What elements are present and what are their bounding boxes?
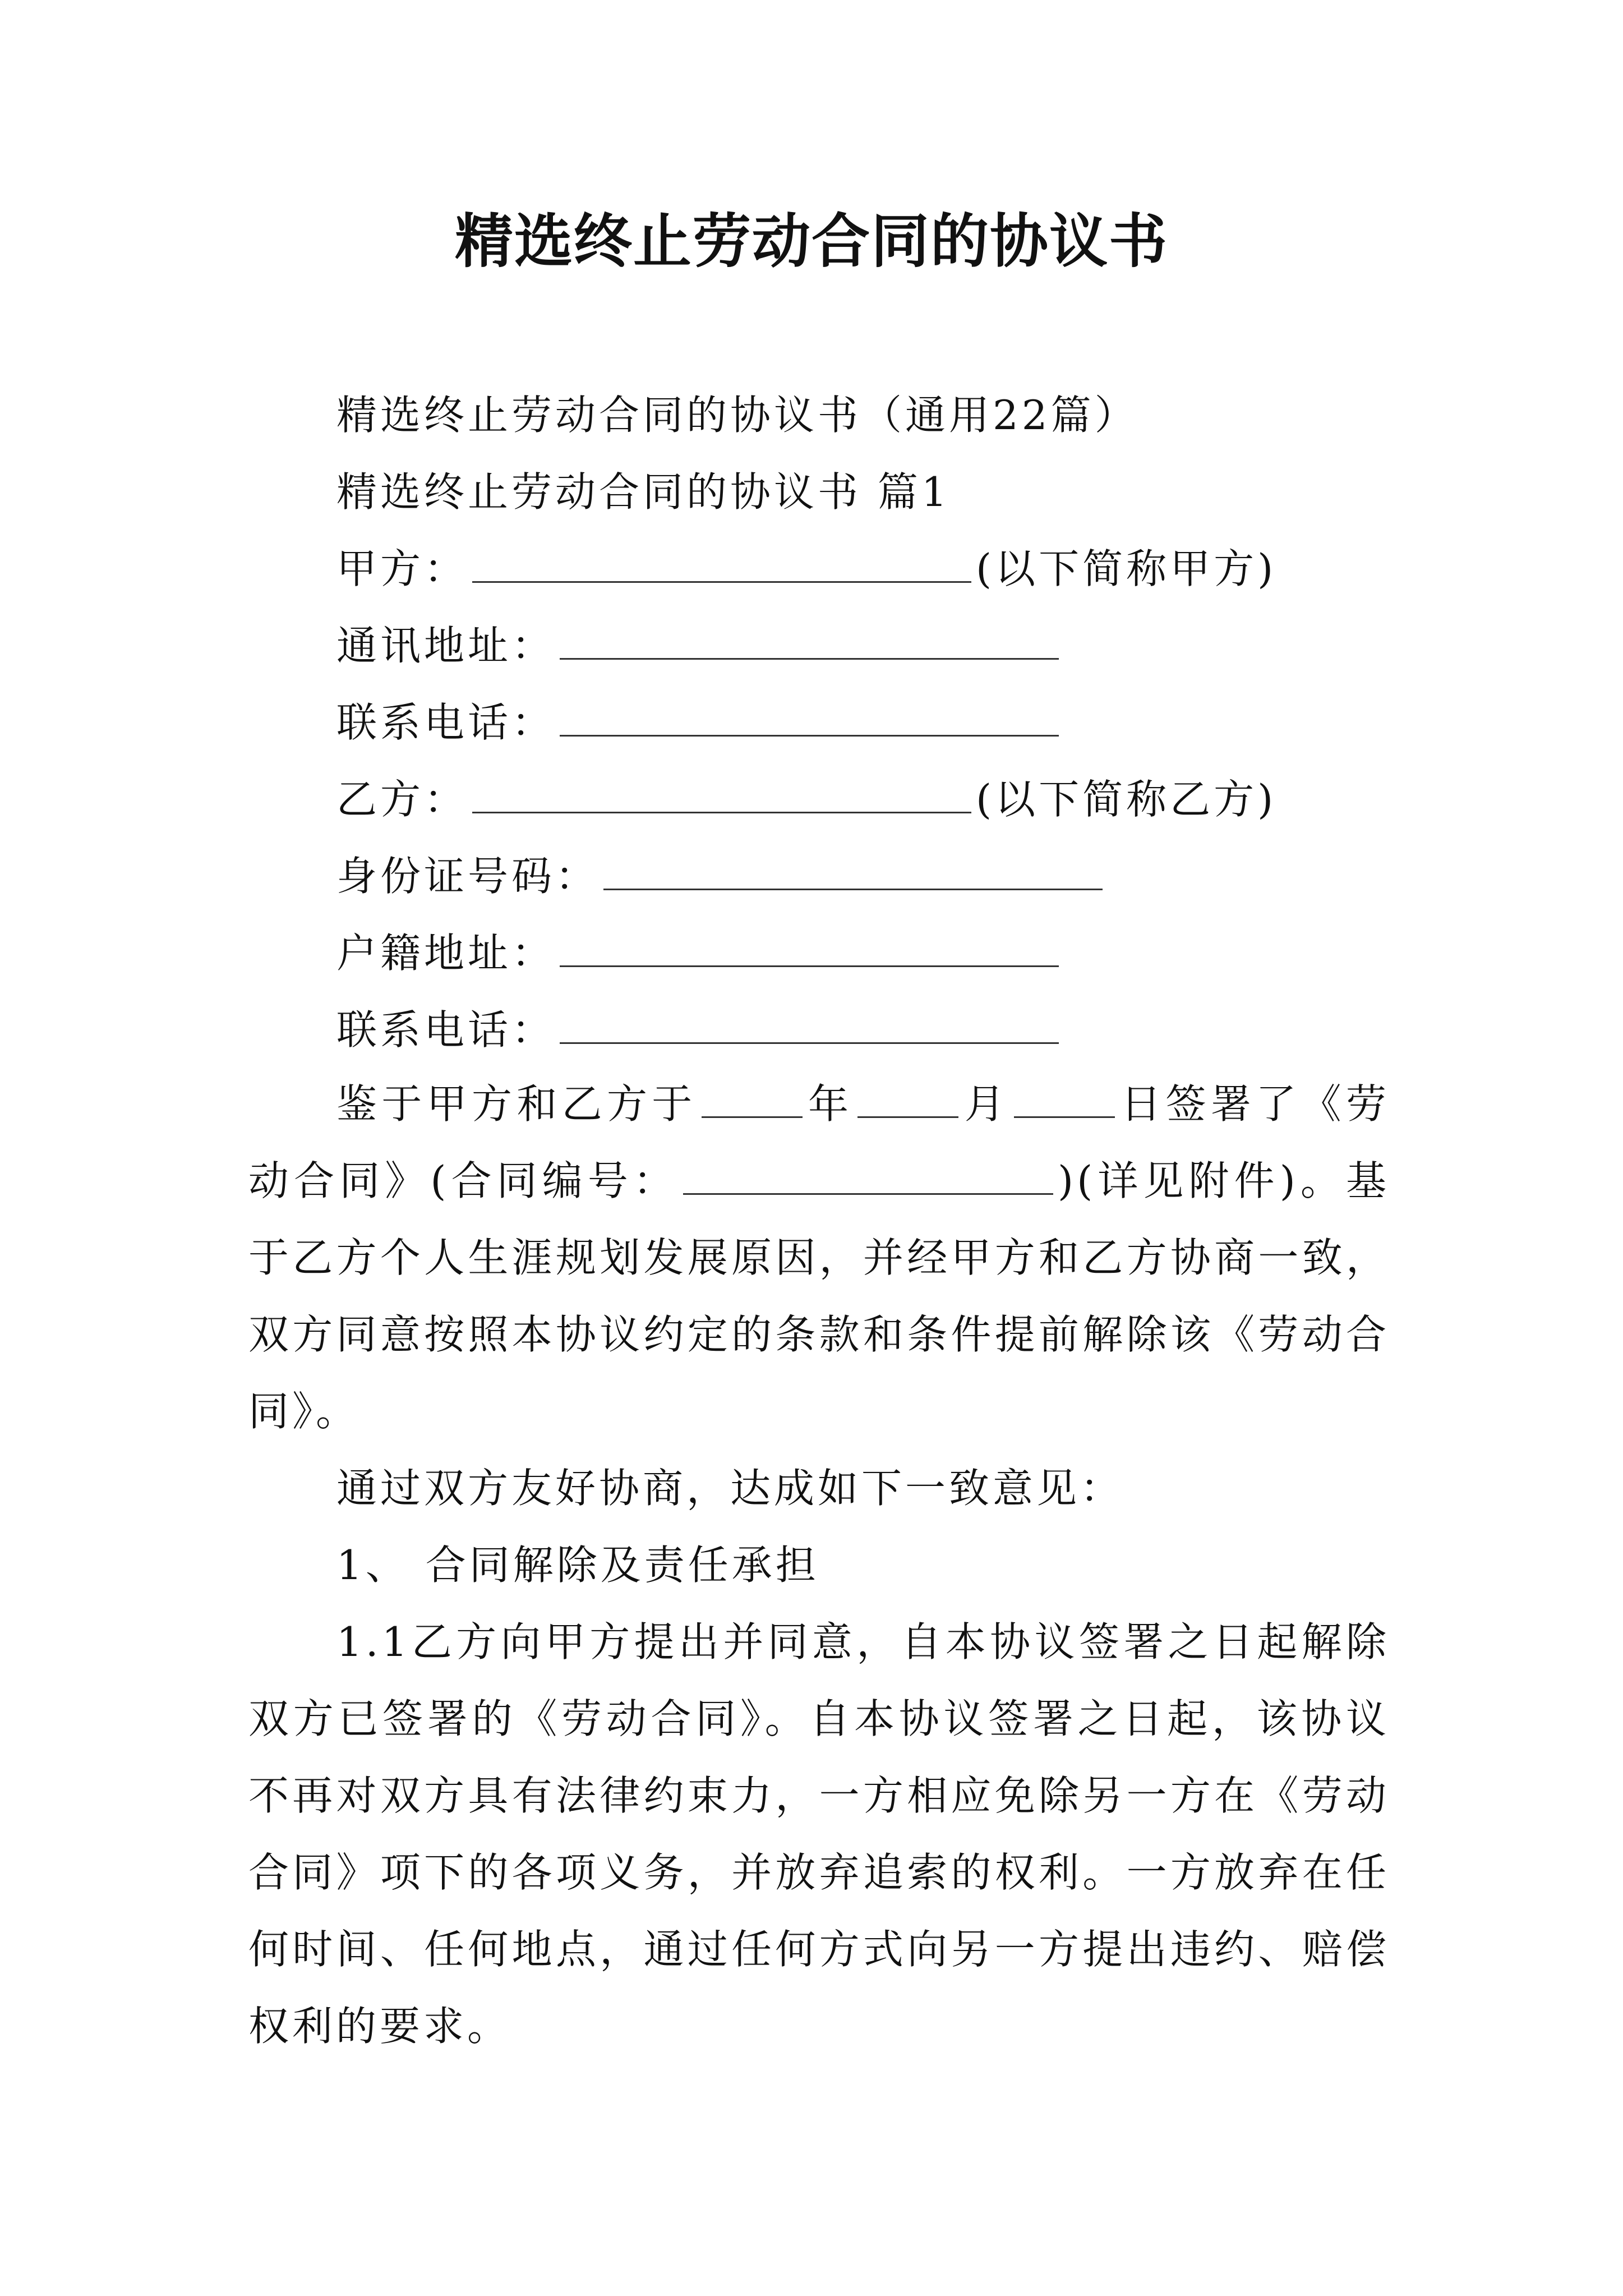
recital-part2: 日签署了《劳动合同》(合同编号： <box>248 1080 1390 1204</box>
party-b-note: (以下简称乙方) <box>976 776 1277 823</box>
document-title: 精选终止劳动合同的协议书 <box>454 207 1168 275</box>
party-b-label: 乙方： <box>336 776 468 823</box>
day-blank[interactable] <box>1014 1084 1115 1118</box>
month-blank[interactable] <box>857 1084 958 1118</box>
phone-b-label: 联系电话： <box>336 1006 556 1053</box>
id-blank[interactable] <box>603 856 1103 890</box>
phone-b-blank[interactable] <box>560 1010 1059 1044</box>
party-a-note: (以下简称甲方) <box>976 545 1277 592</box>
clause-1-1: 1.1乙方向甲方提出并同意，自本协议签署之日起解除双方已签署的《劳动合同》。自本协议签署之日起，该协议不再对双方具有法律约束力，一方相应免除另一方在《劳动合同》项下的各项义务，并放弃追索的权利。一方放弃在任何时间、任何地点，通过任何方式向另一方提出违约、赔偿权利的要求。 <box>248 1618 1390 2050</box>
phone-b-line <box>336 1002 1063 1058</box>
recital-part3: )(详见附件)。基于乙方个人生涯规划发展原因，并经甲方和乙方协商一致，双方同意按照本协议约定的条款和条件提前解除该《劳动合同》。 <box>248 1157 1390 1435</box>
address-a-blank[interactable] <box>560 625 1059 660</box>
party-a-label: 甲方： <box>336 545 468 592</box>
year-blank[interactable] <box>702 1084 803 1118</box>
party-b-blank[interactable] <box>472 779 971 813</box>
address-a-line <box>336 618 1063 674</box>
section-heading: 精选终止劳动合同的协议书 篇1 <box>336 468 951 516</box>
id-label: 身份证号码： <box>336 853 600 900</box>
party-b-line <box>336 771 1276 827</box>
domicile-label: 户籍地址： <box>336 930 556 977</box>
phone-a-label: 联系电话： <box>336 699 556 746</box>
month-label: 月 <box>963 1080 1009 1128</box>
document-subtitle: 精选终止劳动合同的协议书（通用22篇） <box>336 392 1138 439</box>
year-label: 年 <box>806 1080 854 1128</box>
clause-1-heading: 1、 合同解除及责任承担 <box>336 1542 819 1589</box>
recital-part1: 鉴于甲方和乙方于 <box>336 1080 697 1128</box>
party-a-line <box>336 541 1276 597</box>
address-a-label: 通讯地址： <box>336 622 556 669</box>
recital-paragraph <box>248 1066 1390 1450</box>
id-line <box>336 848 1107 904</box>
phone-a-line <box>336 694 1063 751</box>
agreement-intro: 通过双方友好协商，达成如下一致意见： <box>336 1465 1124 1512</box>
party-a-blank[interactable] <box>472 549 971 583</box>
domicile-blank[interactable] <box>560 933 1059 967</box>
domicile-line <box>336 925 1063 981</box>
contract-number-blank[interactable] <box>683 1161 1053 1195</box>
phone-a-blank[interactable] <box>560 702 1059 737</box>
